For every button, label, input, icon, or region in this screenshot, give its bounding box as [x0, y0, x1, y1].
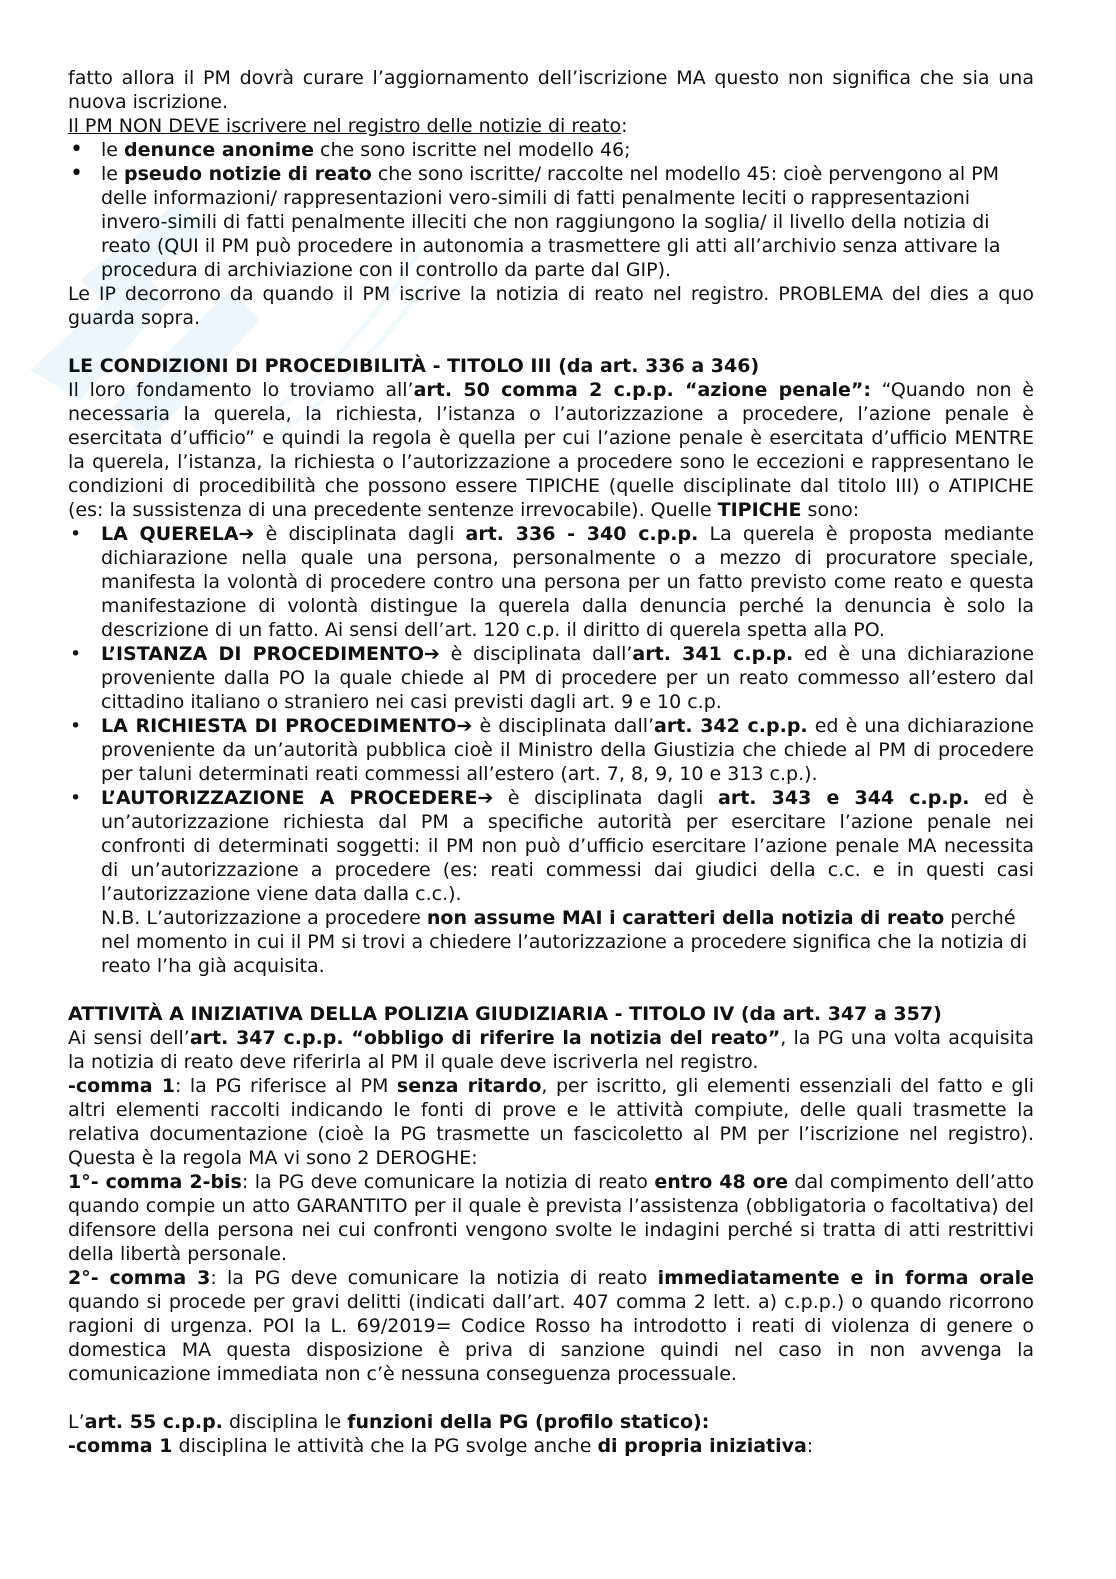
list-item: • L’AUTORIZZAZIONE A PROCEDERE➔ è disciplinata dagli art. 343 e 344 c.p.p. ed è un’autorizzazione richiesta dal PM a specifiche autorità per esercitare l’azione penale nei confronti di determinati soggetti: il PM non può d’ufficio esercitare l’azione penale MA necessita di un’autorizzazione a procedere (es: reati commessi dai giudici della c.c. e in questi casi l’autorizzazione viene data dalla c.c.).: [68, 786, 1034, 906]
nb-note: N.B. L’autorizzazione a procedere non assume MAI i caratteri della notizia di reato perché nel momento in cui il PM si trovi a chiedere l’autorizzazione a procedere significa che la notizia di reato l’ha già acquisita.: [101, 907, 1028, 977]
art55-comma1: -comma 1 disciplina le attività che la PG svolge anche di propria iniziativa:: [68, 1435, 814, 1457]
section-heading-procedibilita: LE CONDIZIONI DI PROCEDIBILITÀ - TITOLO III (da art. 336 a 346): [68, 355, 760, 377]
intro-paragraph: fatto allora il PM dovrà curare l’aggiornamento dell’iscrizione MA questo non significa che sia una nuova iscrizione.: [68, 67, 1034, 113]
list-item: • LA RICHIESTA DI PROCEDIMENTO➔ è disciplinata dall’art. 342 c.p.p. ed è una dichiarazione proveniente da un’autorità pubblica cioè il Ministro della Giustizia che chiede al PM di procedere per taluni determinati reati commessi all’estero (art. 7, 8, 9, 10 e 313 c.p.).: [68, 714, 1034, 786]
procedibilita-paragraph: Il loro fondamento lo troviamo all’art. 50 comma 2 c.p.p. “azione penale”: “Quando non è necessaria la querela, la richiesta, l’istanza o l’autorizzazione a procedere, l’azione penale è esercitata d’ufficio” e quindi la regola è quella per cui l’azione penale è esercitata d’ufficio MENTRE la querela, l’istanza, la richiesta o l’autorizzazione a procedere sono le eccezioni e rappresentano le condizioni di procedibilità che possono essere TIPICHE (quelle disciplinate dal titolo III) o ATIPICHE (es: la sussistenza di una precedente sentenze irrevocabile). Quelle TIPICHE sono:: [68, 379, 1034, 521]
exclusion-list: [68, 138, 1034, 282]
condizioni-list: [68, 522, 1034, 906]
ip-paragraph: Le IP decorrono da quando il PM iscrive la notizia di reato nel registro. PROBLEMA del dies a quo guarda sopra.: [68, 283, 1034, 329]
arrow-icon: ➔: [477, 787, 494, 809]
list-item: • LA QUERELA➔ è disciplinata dagli art. 336 - 340 c.p.p. La querela è proposta mediante dichiarazione nella quale una persona, personalmente o a mezzo di procuratore speciale, manifesta la volontà di procedere contro una persona per un fatto previsto come reato e questa manifestazione di volontà distingue la querela dalla denuncia perché la denuncia è solo la descrizione di un fatto. Ai sensi dell’art. 120 c.p. il diritto di querela spetta alla PO.: [68, 522, 1034, 642]
comma1-paragraph: -comma 1: la PG riferisce al PM senza ritardo, per iscritto, gli elementi essenziali del fatto e gli altri elementi raccolti indicando le fonti di prove e le attività compiute, delle quali trasmette la relativa documentazione (cioè la PG trasmette un fascicoletto al PM per l’iscrizione nel registro). Questa è la regola MA vi sono 2 DEROGHE:: [68, 1075, 1035, 1169]
deroga2-paragraph: 2°- comma 3: la PG deve comunicare la notizia di reato immediatamente e in forma orale quando si procede per gravi delitti (indicati dall’art. 407 comma 2 lett. a) c.p.p.) o quando ricorrono ragioni di urgenza. POI la L. 69/2019= Codice Rosso ha introdotto i reati di violenza di genere o domestica MA questa disposizione è priva di sanzione quindi nel caso in non avvenga la comunicazione immediata non c’è nessuna conseguenza processuale.: [68, 1267, 1034, 1385]
list-item: • le denunce anonime che sono iscritte nel modello 46;: [68, 138, 1034, 162]
art347-paragraph: Ai sensi dell’art. 347 c.p.p. “obbligo di riferire la notizia del reato”, la PG una volta acquisita la notizia di reato deve riferirla al PM il quale deve iscriverla nel registro.: [68, 1027, 1034, 1073]
section-heading-polizia-giudiziaria: ATTIVITÀ A INIZIATIVA DELLA POLIZIA GIUDIZIARIA - TITOLO IV (da art. 347 a 357): [68, 1003, 942, 1025]
intro-rule: Il PM NON DEVE iscrivere nel registro delle notizie di reato:: [68, 115, 628, 137]
arrow-icon: ➔: [456, 715, 473, 737]
arrow-icon: ➔: [424, 643, 440, 665]
art55-paragraph: L’art. 55 c.p.p. disciplina le funzioni della PG (profilo statico):: [68, 1411, 710, 1433]
list-item: • L’ISTANZA DI PROCEDIMENTO➔ è disciplinata dall’art. 341 c.p.p. ed è una dichiarazione proveniente dalla PO la quale chiede al PM di procedere per un reato commesso all’estero dal cittadino italiano o straniero nei casi previsti dagli art. 9 e 10 c.p.: [68, 642, 1034, 714]
intro-rule-underlined: Il PM NON DEVE iscrivere nel registro delle notizie di reato: [68, 115, 622, 137]
document-page: [68, 66, 1034, 1458]
list-item: • le pseudo notizie di reato che sono iscritte/ raccolte nel modello 45: cioè pervengono al PM delle informazioni/ rappresentazioni vero-simili di fatti penalmente leciti o rappresentazioni invero-simili di fatti penalmente illeciti che non raggiungono la soglia/ il livello della notizia di reato (QUI il PM può procedere in autonomia a trasmettere gli atti all’archivio senza attivare la procedura di archiviazione con il controllo da parte dal GIP).: [68, 162, 1034, 282]
arrow-icon: ➔: [238, 523, 255, 545]
deroga1-paragraph: 1°- comma 2-bis: la PG deve comunicare la notizia di reato entro 48 ore dal compimento dell’atto quando compie un atto GARANTITO per il quale è prevista l’assistenza (obbligatoria o facoltativa) del difensore della persona nei cui confronti vengono svolte le indagini perché si tratta di atti restrittivi della libertà personale.: [68, 1171, 1034, 1265]
